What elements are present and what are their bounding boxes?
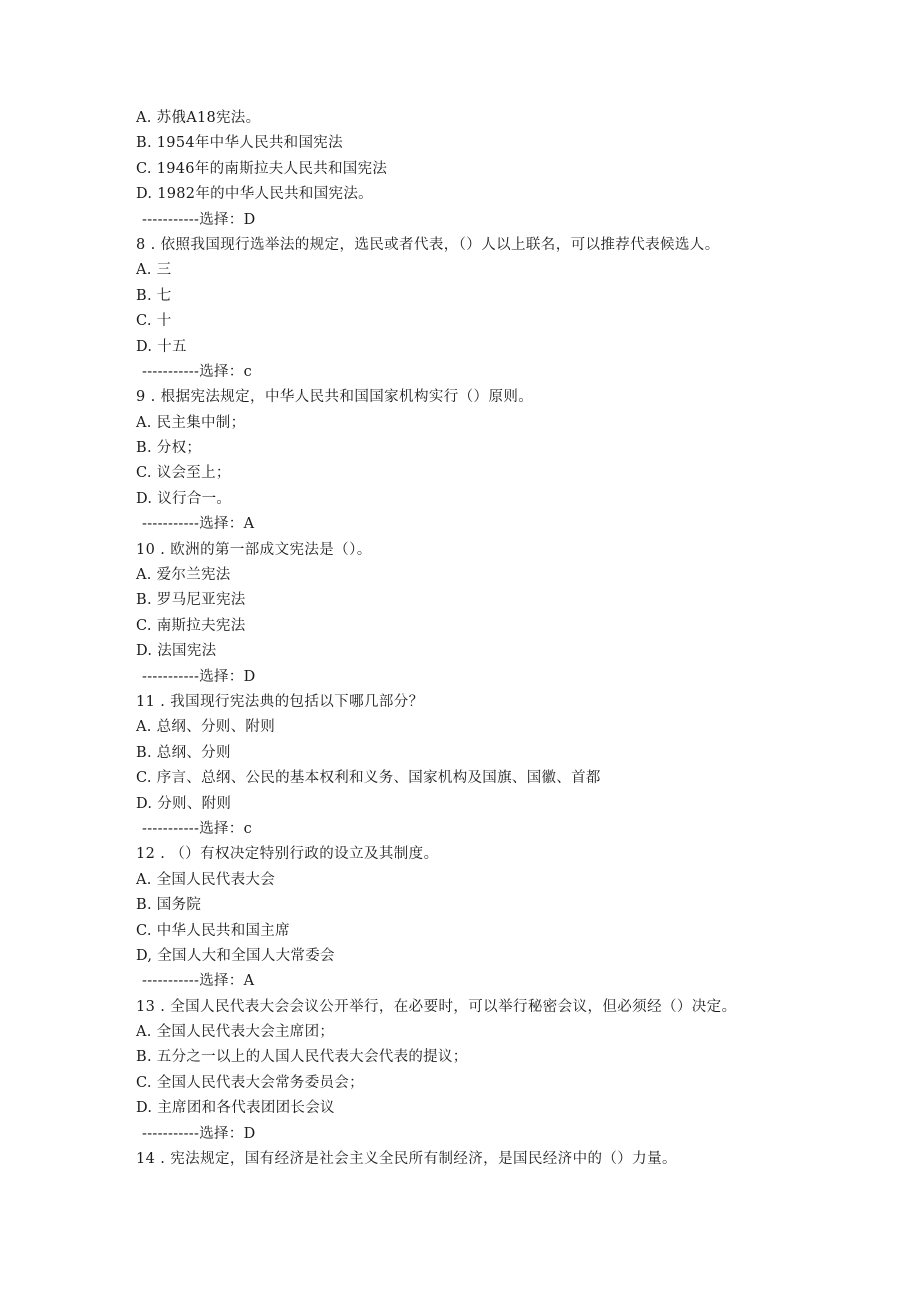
option-text: B. 国务院	[136, 897, 202, 914]
option-text: D. 议行合一。	[136, 490, 232, 507]
option-text: D. 分则、附则	[136, 795, 232, 812]
option-text: D. 十五	[136, 338, 187, 355]
option-text: D. 1982年的中华人民共和国宪法。	[136, 186, 373, 203]
option-text: C. 中华人民共和国主席	[136, 922, 290, 939]
question-text: 12 . （）有权决定特别行政的设立及其制度。	[136, 846, 439, 863]
answer-line: -----------选择：D	[142, 1125, 256, 1142]
document-page	[136, 106, 876, 1172]
option-text: C. 1946年的南斯拉夫人民共和国宪法	[136, 160, 388, 177]
option-text: D. 法国宪法	[136, 643, 217, 660]
option-text: D, 全国人大和全国人大常委会	[136, 947, 335, 964]
option-text: C. 全国人民代表大会常务委员会；	[136, 1074, 364, 1091]
question-text: 9 . 根据宪法规定，中华人民共和国国家机构实行（）原则。	[136, 389, 534, 406]
option-text: A. 苏俄A18宪法。	[136, 110, 261, 126]
answer-line: -----------选择：D	[142, 668, 256, 685]
option-text: D. 主席团和各代表团团长会议	[136, 1100, 335, 1117]
option-text: C. 十	[136, 313, 172, 330]
option-text: A. 全国人民代表大会	[136, 871, 275, 888]
answer-line: -----------选择：c	[142, 363, 253, 380]
answer-line: -----------选择：c	[142, 820, 253, 837]
question-text: 11 . 我国现行宪法典的包括以下哪几部分？	[136, 693, 424, 710]
answer-line: -----------选择：A	[142, 516, 255, 533]
option-text: B. 分权；	[136, 440, 202, 457]
option-text: A. 总纲、分则、附则	[136, 719, 275, 736]
answer-line: -----------选择：D	[142, 211, 256, 228]
option-text: A. 爱尔兰宪法	[136, 567, 231, 584]
option-text: C. 南斯拉夫宪法	[136, 617, 246, 634]
question-text: 14 . 宪法规定，国有经济是社会主义全民所有制经济，是国民经济中的（）力量。	[136, 1151, 677, 1168]
option-text: B. 总纲、分则	[136, 744, 231, 761]
option-text: B. 七	[136, 287, 172, 304]
option-text: A. 三	[136, 262, 172, 279]
option-text: A. 民主集中制；	[136, 414, 246, 431]
option-text: B. 五分之一以上的人国人民代表大会代表的提议；	[136, 1049, 468, 1066]
question-text: 8 . 依照我国现行选举法的规定，选民或者代表，（）人以上联名，可以推荐代表候选人。	[136, 236, 720, 253]
option-text: B. 1954年中华人民共和国宪法	[136, 135, 343, 152]
option-text: A. 全国人民代表大会主席团；	[136, 1024, 335, 1041]
option-text: C. 议会至上；	[136, 465, 231, 482]
option-text: C. 序言、总纲、公民的基本权利和义务、国家机构及国旗、国徽、首都	[136, 770, 601, 787]
question-text: 10 . 欧洲的第一部成文宪法是（）。	[136, 541, 372, 558]
answer-line: -----------选择：A	[142, 973, 255, 990]
option-text: B. 罗马尼亚宪法	[136, 592, 246, 609]
question-text: 13 . 全国人民代表大会会议公开举行，在必要时，可以举行秘密会议，但必须经（）决定。	[136, 998, 737, 1015]
